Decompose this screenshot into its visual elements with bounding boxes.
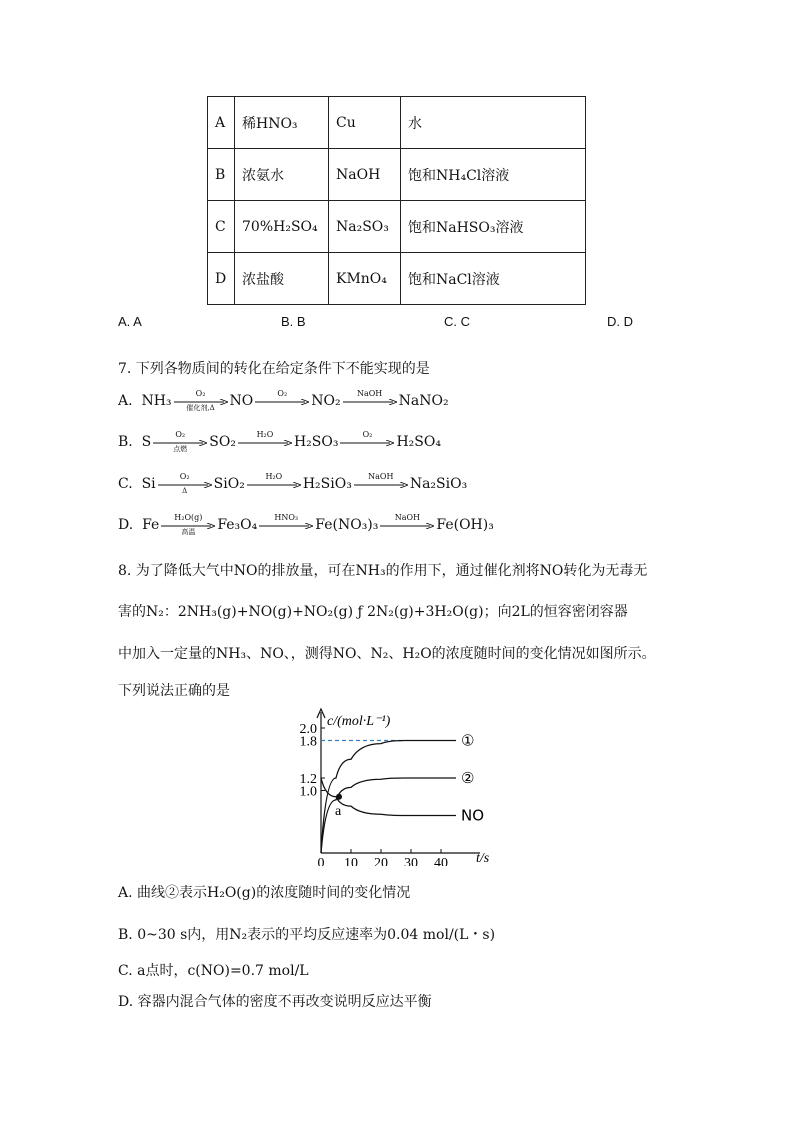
- table-cell-reagent-b: Na₂SO₃: [329, 201, 401, 253]
- table-cell-reagent-c: 饱和NaHSO₃溶液: [401, 201, 586, 253]
- option-letter: B.: [118, 434, 133, 450]
- q8-line3: 中加入一定量的NH₃、NO、，测得NO、N₂、H₂O的浓度随时间的变化情况如图所示。: [118, 646, 656, 662]
- reaction-arrow: [153, 430, 207, 453]
- table-cell-reagent-c: 饱和NH₄Cl溶液: [401, 149, 586, 201]
- x-tick-label: 30: [404, 856, 418, 866]
- arrow-condition-above: HNO₃: [274, 513, 299, 522]
- point-a-label: a: [335, 803, 342, 819]
- q8-option-c[interactable]: C. a点时，c(NO)=0.7 mol/L: [118, 963, 309, 979]
- y-tick-label: 1.0: [299, 784, 317, 800]
- q7-option-d[interactable]: [118, 513, 494, 536]
- choice-a[interactable]: A. A: [118, 314, 142, 329]
- options-table: [207, 96, 586, 305]
- y-axis-label: c/(mol·L⁻¹): [327, 714, 391, 729]
- arrow-condition-above: H₂O: [256, 430, 274, 439]
- species: Si: [141, 476, 156, 492]
- arrow-condition-above: H₂O: [265, 472, 283, 481]
- choice-b[interactable]: B. B: [281, 314, 306, 329]
- q7-option-b[interactable]: [118, 430, 441, 453]
- table-row: [208, 201, 586, 253]
- q8-line2: 害的N₂：2NH₃(g)+NO(g)+NO₂(g) ƒ 2N₂(g)+3H₂O(g)；向2L的恒容密闭容器: [118, 604, 628, 620]
- concentration-chart: [290, 706, 510, 866]
- x-tick-label: 20: [374, 856, 388, 866]
- point-a-marker: [336, 794, 342, 800]
- arrow-condition-above: NaOH: [356, 389, 383, 398]
- option-letter: C.: [118, 476, 133, 492]
- reaction-arrow: [247, 472, 301, 491]
- arrow-icon: [247, 482, 301, 488]
- arrow-icon: [354, 482, 408, 488]
- species: Fe₃O₄: [217, 517, 258, 533]
- table-cell-reagent-b: KMnO₄: [329, 253, 401, 305]
- arrow-icon: [343, 399, 397, 405]
- y-tick-label: 1.2: [299, 772, 317, 787]
- q8-line4: 下列说法正确的是: [118, 683, 230, 699]
- table-cell-label: D: [208, 253, 235, 305]
- species: Fe: [142, 517, 160, 533]
- species: NH₃: [141, 393, 172, 409]
- arrow-condition-above: O₂: [179, 472, 190, 481]
- arrow-condition-above: O₂: [195, 389, 206, 398]
- table-cell-reagent-a: 浓氨水: [235, 149, 329, 201]
- table-cell-reagent-b: NaOH: [329, 149, 401, 201]
- table-cell-reagent-b: Cu: [329, 97, 401, 149]
- option-letter: D.: [118, 517, 134, 533]
- species: SO₂: [209, 434, 236, 450]
- reaction-arrow: [343, 389, 397, 408]
- reaction-arrow: [238, 430, 292, 449]
- table-cell-reagent-c: 饱和NaCl溶液: [401, 253, 586, 305]
- table-row: [208, 149, 586, 201]
- arrow-condition-above: O₂: [362, 430, 373, 439]
- q7-option-a[interactable]: [118, 389, 449, 412]
- y-tick-label: 2.0: [299, 722, 317, 737]
- table-cell-label: C: [208, 201, 235, 253]
- reaction-arrow: [380, 513, 434, 532]
- arrow-condition-below: 催化剂,Δ: [186, 404, 215, 412]
- arrow-condition-above: O₂: [277, 389, 288, 398]
- reaction-arrow: [259, 513, 313, 532]
- table-cell-reagent-a: 70%H₂SO₄: [235, 201, 329, 253]
- series-label: ①: [461, 731, 475, 750]
- choice-d[interactable]: D. D: [607, 314, 633, 329]
- species: SiO₂: [213, 476, 245, 492]
- table-row: [208, 97, 586, 149]
- reaction-arrow: [340, 430, 394, 449]
- species: H₂SO₃: [293, 434, 339, 450]
- arrow-icon: [340, 440, 394, 446]
- x-tick-label: 10: [344, 856, 358, 866]
- arrow-condition-above: NaOH: [368, 472, 394, 481]
- species: NO₂: [311, 393, 341, 409]
- arrow-icon: [259, 523, 313, 529]
- reaction-arrow: [158, 472, 212, 495]
- species: NO: [229, 393, 254, 409]
- reaction-arrow: [161, 513, 215, 536]
- species: Fe(NO₃)₃: [315, 517, 379, 533]
- arrow-icon: [380, 523, 434, 529]
- reaction-arrow: [255, 389, 309, 408]
- x-tick-label: 40: [434, 856, 448, 866]
- option-letter: A.: [118, 393, 133, 409]
- q7-stem: 7. 下列各物质间的转化在给定条件下不能实现的是: [118, 361, 430, 377]
- species: Fe(OH)₃: [436, 517, 494, 533]
- table-cell-label: B: [208, 149, 235, 201]
- table-cell-label: A: [208, 97, 235, 149]
- x-axis-label: t/s: [476, 851, 490, 866]
- species: S: [141, 434, 152, 450]
- species: H₂SiO₃: [302, 476, 352, 492]
- arrow-condition-below: 点燃: [173, 445, 188, 453]
- arrow-condition-below: 高温: [181, 528, 196, 536]
- table-cell-reagent-a: 稀HNO₃: [235, 97, 329, 149]
- y-tick-label: 1.8: [299, 734, 317, 750]
- table-cell-reagent-a: 浓盐酸: [235, 253, 329, 305]
- species: NaNO₂: [398, 393, 449, 409]
- choice-c[interactable]: C. C: [444, 314, 470, 329]
- q8-option-a[interactable]: A. 曲线②表示H₂O(g)的浓度随时间的变化情况: [118, 885, 411, 901]
- arrow-icon: [255, 399, 309, 405]
- reaction-arrow: [174, 389, 228, 412]
- arrow-icon: [238, 440, 292, 446]
- q7-option-c[interactable]: [118, 472, 468, 495]
- species: H₂SO₄: [396, 434, 441, 450]
- species: Na₂SiO₃: [409, 476, 468, 492]
- arrow-condition-below: Δ: [182, 487, 188, 495]
- arrow-condition-above: NaOH: [394, 513, 421, 522]
- q8-option-d[interactable]: D. 容器内混合气体的密度不再改变说明反应达平衡: [118, 994, 432, 1010]
- table-cell-reagent-c: 水: [401, 97, 586, 149]
- series-label: ②: [461, 769, 475, 787]
- table-row: [208, 253, 586, 305]
- q8-option-b[interactable]: B. 0~30 s内，用N₂表示的平均反应速率为0.04 mol/(L・s): [118, 927, 496, 943]
- series-label: NO: [461, 806, 485, 825]
- x-tick-label: 0: [317, 856, 325, 866]
- reaction-arrow: [354, 472, 408, 491]
- q8-line1: 8. 为了降低大气中NO的排放量，可在NH₃的作用下，通过催化剂将NO转化为无毒无: [118, 563, 648, 579]
- arrow-condition-above: O₂: [175, 430, 186, 439]
- arrow-condition-above: H₂O(g): [174, 513, 203, 522]
